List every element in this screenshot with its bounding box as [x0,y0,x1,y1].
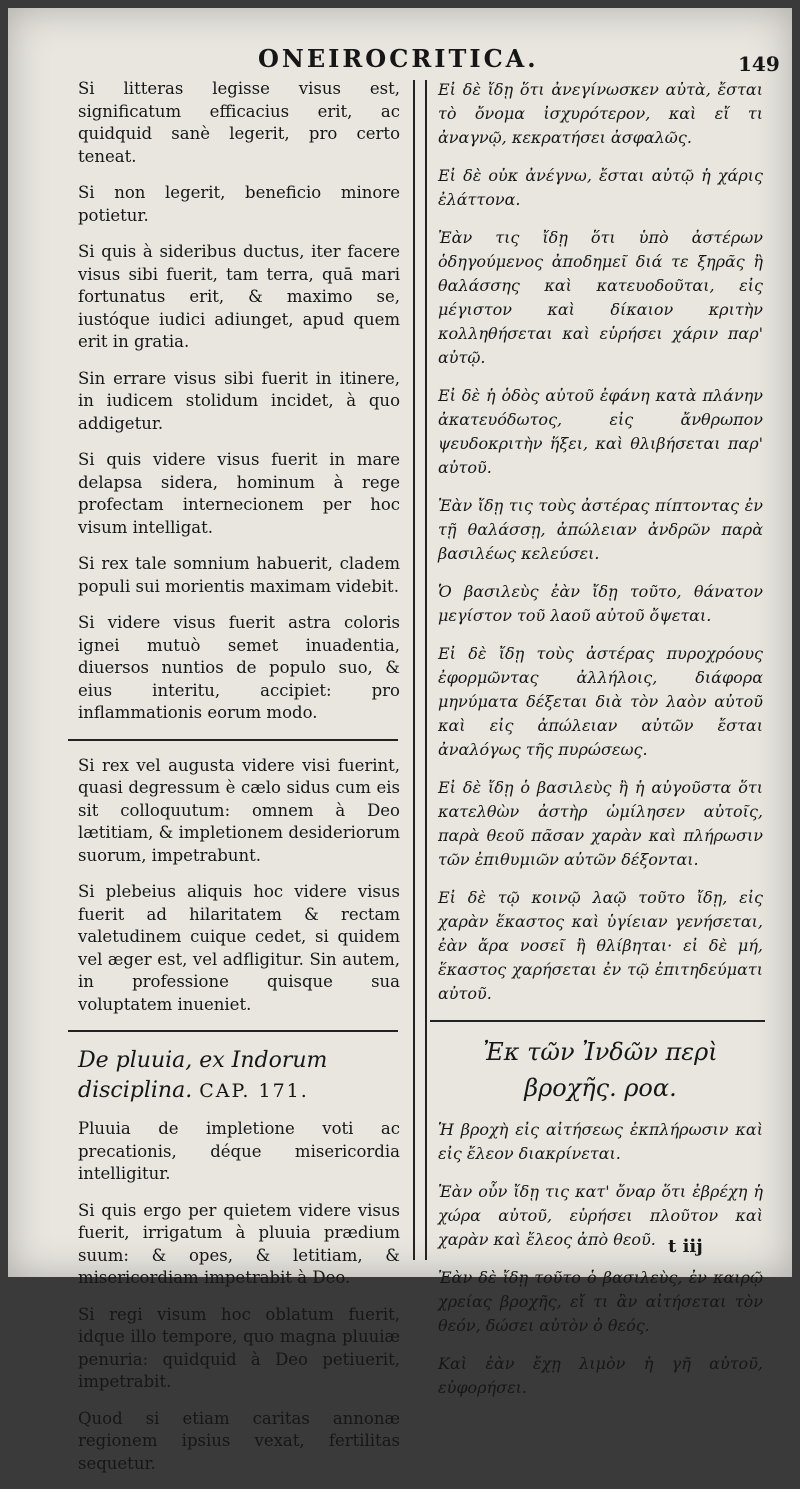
greek-chapter-paragraph: Ἡ βροχὴ εἰς αἰτήσεως ἐκπλήρωσιν καὶ εἰς ἔλεον διακρίνεται. [438,1120,763,1163]
latin-paragraph: Si quis videre visus fuerit in mare delapsa sidera, hominum à rege profectam internecionem per hoc visum intelligat. [78,450,400,537]
column-divider [413,80,427,1260]
signature-mark: t iij [668,1236,703,1257]
latin-paragraph: Si videre visus fuerit astra coloris ignei mutuò semet inuadentia, diuersos nuntios de populo suo, & eius interitu, accipiet: pro inflammationis eorum modo. [78,613,400,722]
page-number: 149 [738,52,780,76]
section-rule [68,739,398,741]
section-rule [68,1030,398,1032]
greek-chapter-paragraph: Ἐὰν οὖν ἴδῃ τις κατ' ὄναρ ὅτι ἐβρέχη ἡ χώρα αὐτοῦ, εὑρήσει πλοῦτον καὶ χαρὰν καὶ ἔλεος ἀπὸ θεοῦ. [438,1182,763,1249]
greek-paragraph: Ἐὰν ἴδῃ τις τοὺς ἀστέρας πίπτοντας ἐν τῇ θαλάσσῃ, ἀπώλειαν ἀνδρῶν παρὰ βασιλέως κελεύσει. [438,496,763,563]
greek-paragraph: Εἰ δὲ ἡ ὁδὸς αὐτοῦ ἐφάνη κατὰ πλάνην ἀκατευόδωτος, εἰς ἄνθρωπον ψευδοκριτὴν ἥξει, καὶ θλιβήσεται παρ' αὐτοῦ. [438,386,763,477]
latin-paragraph: Si rex tale somnium habuerit, cladem populi sui morientis maximam videbit. [78,554,400,596]
greek-paragraph: Εἰ δὲ τῷ κοινῷ λαῷ τοῦτο ἴδῃ, εἰς χαρὰν ἕκαστος καὶ ὑγίειαν γενήσεται, ἐὰν ἄρα νοσεῖ ἢ θλίβηται· εἰ δὲ μή, ἕκαστος χαρήσεται ἐν τῷ ἐπιτηδεύματι αὐτοῦ. [438,888,763,1003]
latin-chapter-paragraph: Pluuia de impletione voti ac precationis, déque misericordia intelligitur. [78,1119,400,1183]
greek-paragraph: Εἰ δὲ ἴδῃ ὁ βασιλεὺς ἢ ἡ αὐγοῦστα ὅτι κατελθὼν ἀστὴρ ὡμίλησεν αὐτοῖς, παρὰ θεοῦ πᾶσαν χαρὰν καὶ πλήρωσιν τῶν ἐπιθυμιῶν αὐτῶν δέξονται. [438,778,763,869]
greek-chapter-paragraph: Καὶ ἐὰν ἔχῃ λιμὸν ἡ γῆ αὐτοῦ, εὐφορήσει. [438,1354,763,1397]
latin-chapter-number: CAP. 171. [199,1080,309,1102]
latin-chapter-paragraph: Si quis ergo per quietem videre visus fuerit, irrigatum à pluuia prædium suum: & opes, & letitiam, & misericordiam impetrabit à Deo. [78,1200,400,1287]
greek-column [438,78,763,1414]
latin-paragraph: Si rex vel augusta videre visi fuerint, quasi degressum è cælo sidus cum eis sit colloquutum: omnem à Deo lætitiam, & impletionem desideriorum suorum, impetrabunt. [78,755,400,865]
book-page [8,8,792,1473]
latin-column [78,78,400,1489]
latin-chapter-title: De pluuia, ex Indorum disciplina. [78,1048,328,1103]
greek-paragraph: Ἐὰν τις ἴδῃ ὅτι ὑπὸ ἀστέρων ὁδηγούμενος ἀποδημεῖ διά τε ξηρᾶς ἢ θαλάσσης καὶ κατευοδοῦται, εἰς μέγιστον καὶ δίκαιον κριτὴν κολληθήσεται καὶ εὑρήσει χάριν παρ' αὐτῷ. [438,228,763,367]
latin-chapter-paragraph: Si regi visum hoc oblatum fuerit, idque illo tempore, quo magna pluuiæ penuria: quidquid à Deo petiuerit, impetrabit. [78,1304,400,1391]
greek-chapter-heading: Ἐκ τῶν Ἰνδῶν περὶ βροχῆς. ροα. [483,1038,718,1102]
greek-paragraph: Εἰ δὲ ἴδῃ ὅτι ἀνεγίνωσκεν αὐτὰ, ἔσται τὸ ὄνομα ἰσχυρότερον, καὶ εἴ τι ἀναγνῷ, κεκρατήσει ἀσφαλῶς. [438,80,763,147]
latin-chapter-paragraph: Quod si etiam caritas annonæ regionem ipsius vexat, fertilitas sequetur. [78,1408,400,1473]
latin-paragraph: Si litteras legisse visus est, significatum efficacius erit, ac quidquid sanè legerit, pro certo teneat. [78,79,400,166]
greek-paragraph: Εἰ δὲ ἴδῃ τοὺς ἀστέρας πυροχρόους ἐφορμῶντας ἀλλήλοις, διάφορα μηνύματα δέξεται διὰ τὸν λαὸν αὐτοῦ καὶ εἰς ἀπώλειαν αὐτῶν ἔσται ἀναλόγως τῆς πυρώσεως. [438,644,763,759]
running-title: ONEIROCRITICA. [258,44,539,73]
greek-chapter-paragraph: Ἐὰν δὲ ἴδῃ τοῦτο ὁ βασιλεὺς, ἐν καιρῷ χρείας βροχῆς, εἴ τι ἂν αἰτήσεται τὸν θεόν, δώσει αὐτὸν ὁ θεός. [438,1268,763,1335]
latin-chapter-heading [78,1046,400,1106]
latin-paragraph: Si quis à sideribus ductus, iter facere visus sibi fuerit, tam terra, quā mari fortunatus erit, & maximo se, iustóque iudici adiunget, apud quem erit in gratia. [78,242,400,351]
greek-paragraph: Εἰ δὲ οὐκ ἀνέγνω, ἔσται αὐτῷ ἡ χάρις ἐλάττονα. [438,166,763,209]
latin-paragraph: Sin errare visus sibi fuerit in itinere, in iudicem stolidum incidet, à quo addigetur. [78,368,400,433]
greek-paragraph: Ὁ βασιλεὺς ἐὰν ἴδῃ τοῦτο, θάνατον μεγίστον τοῦ λαοῦ αὐτοῦ ὄψεται. [438,582,763,625]
latin-paragraph: Si non legerit, beneficio minore potietur. [78,183,400,225]
section-rule [430,1020,765,1022]
latin-paragraph: Si plebeius aliquis hoc videre visus fuerit ad hilaritatem & rectam valetudinem cuique cedet, si quidem vel æger est, vel adfligitur. Sin autem, in professione quisque sua voluptatem inueniet. [78,882,400,1014]
